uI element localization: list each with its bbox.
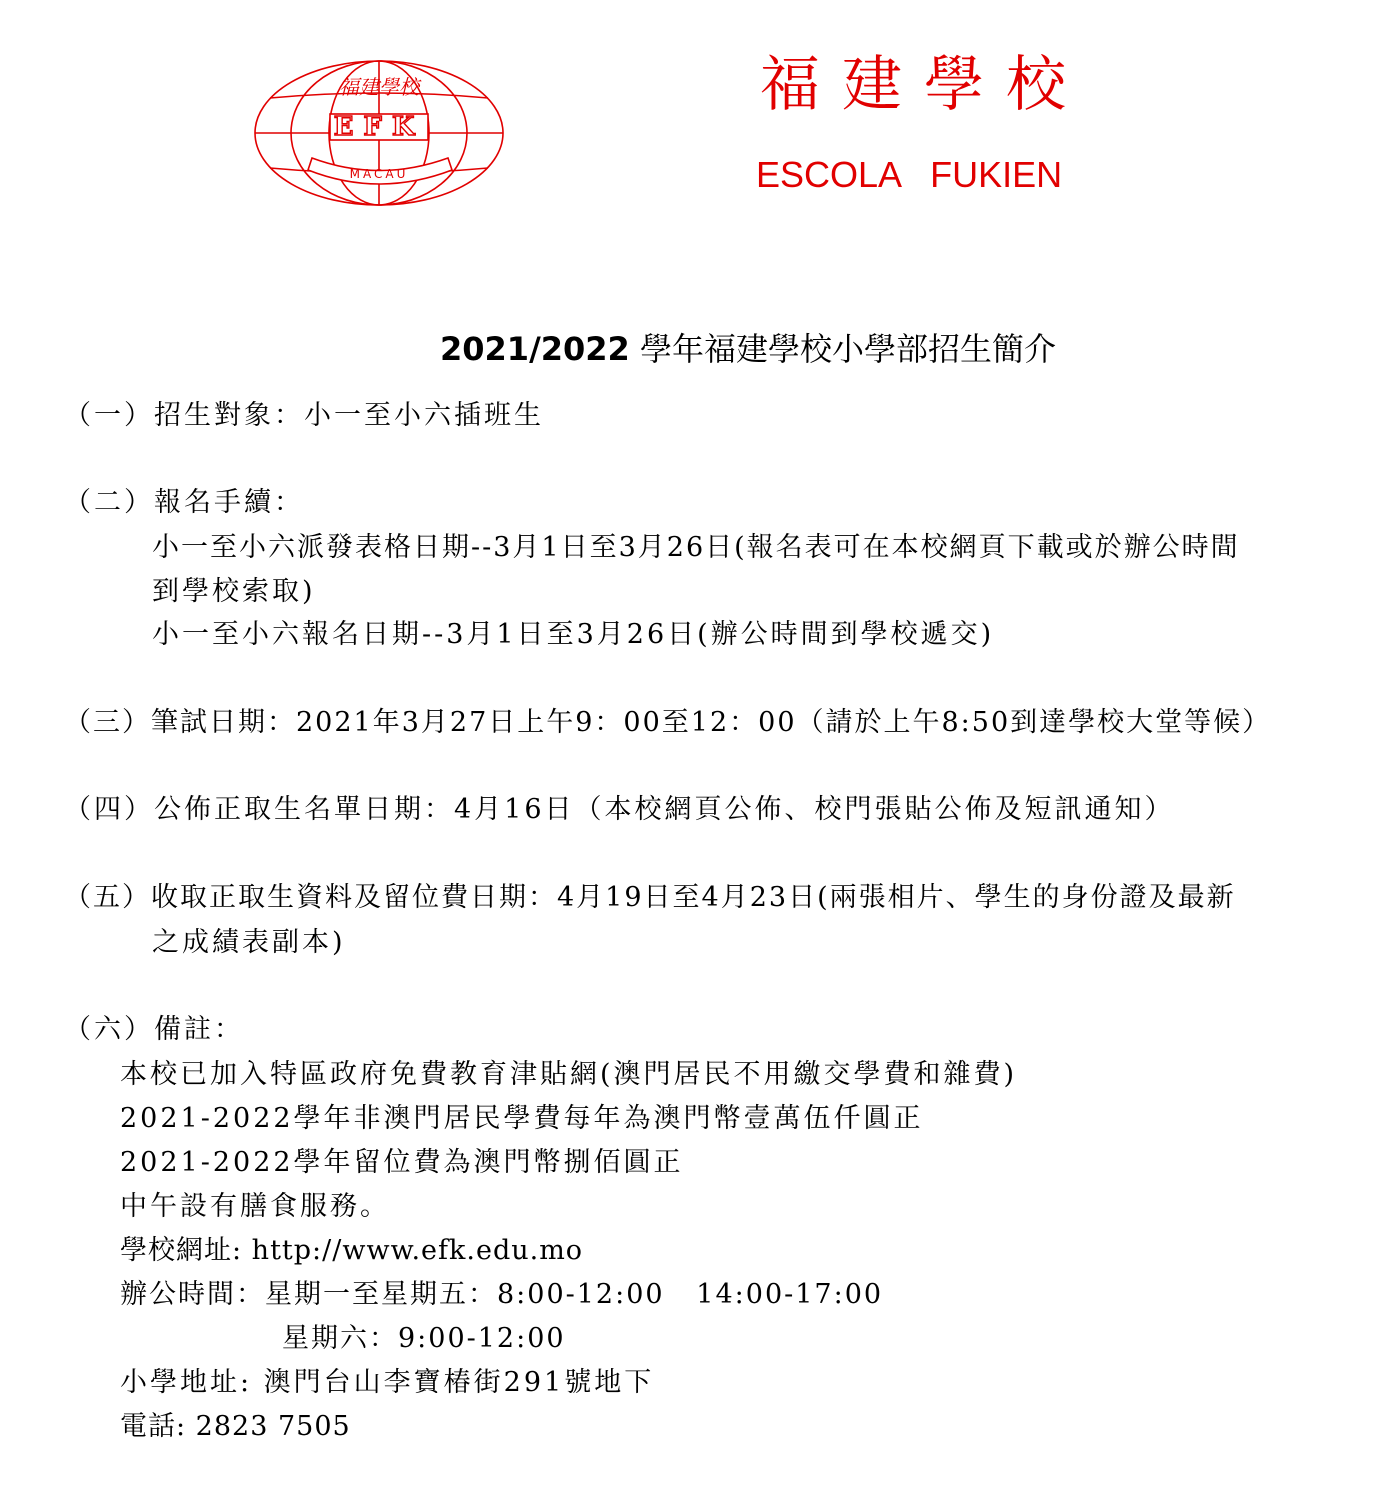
section-2	[64, 485, 304, 521]
section-5-line-2: 之成績表副本)	[152, 927, 346, 958]
section-2-text: 報名手續：	[154, 487, 304, 518]
section-1-marker: （一）	[64, 400, 154, 431]
section-6-line-3: 2021-2022學年留位費為澳門幣捌佰圓正	[120, 1147, 684, 1178]
section-6-line-4: 中午設有膳食服務。	[120, 1191, 390, 1222]
section-6	[64, 1012, 244, 1048]
section-4	[64, 792, 1175, 828]
section-6-text: 備註：	[154, 1014, 244, 1045]
section-1-text: 招生對象：小一至小六插班生	[154, 400, 544, 431]
section-4-marker: （四）	[64, 794, 154, 825]
school-logo	[252, 58, 506, 208]
section-1	[64, 398, 544, 434]
school-website: 學校網址: http://www.efk.edu.mo	[120, 1235, 584, 1266]
school-address: 小學地址: 澳門台山李寶椿街291號地下	[120, 1367, 655, 1398]
section-5-marker: （五）	[64, 882, 151, 913]
document-title-year: 2021/2022	[440, 330, 630, 368]
section-2-line-1: 小一至小六派發表格日期--3月1日至3月26日(報名表可在本校網頁下載或於辦公時間	[152, 532, 1240, 563]
section-2-line-2: 到學校索取)	[152, 576, 316, 607]
logo-text-bottom: MACAU	[349, 167, 409, 181]
section-5-text: 收取正取生資料及留位費日期：4月19日至4月23日(兩張相片、學生的身份證及最新	[151, 882, 1236, 913]
school-name-portuguese: ESCOLA FUKIEN	[756, 154, 1063, 195]
section-3	[64, 705, 1271, 741]
section-3-marker: （三）	[64, 707, 151, 738]
document-title-text: 學年福建學校小學部招生簡介	[629, 330, 1056, 368]
logo-text-top: 福建學校	[339, 75, 419, 99]
school-phone: 電話: 2823 7505	[120, 1411, 351, 1442]
section-6-line-2: 2021-2022學年非澳門居民學費每年為澳門幣壹萬伍仟圓正	[120, 1103, 924, 1134]
section-6-marker: （六）	[64, 1014, 154, 1045]
section-5	[64, 880, 1236, 916]
section-4-text: 公佈正取生名單日期：4月16日（本校網頁公佈、校門張貼公佈及短訊通知）	[154, 794, 1175, 825]
logo-text-mid: EFK	[333, 112, 425, 142]
office-hours-saturday: 星期六：9:00-12:00	[282, 1323, 566, 1354]
section-2-line-3: 小一至小六報名日期--3月1日至3月26日(辦公時間到學校遞交)	[152, 619, 995, 650]
section-6-line-1: 本校已加入特區政府免費教育津貼網(澳門居民不用繳交學費和雜費)	[120, 1059, 1018, 1090]
office-hours-weekday: 辦公時間：星期一至星期五：8:00-12:00 14:00-17:00	[120, 1279, 884, 1310]
document-title	[0, 326, 1374, 372]
section-3-text: 筆試日期：2021年3月27日上午9：00至12：00（請於上午8:50到達學校大堂等候）	[151, 707, 1272, 738]
school-name-chinese: 福建學校	[760, 50, 1088, 120]
section-2-marker: （二）	[64, 487, 154, 518]
